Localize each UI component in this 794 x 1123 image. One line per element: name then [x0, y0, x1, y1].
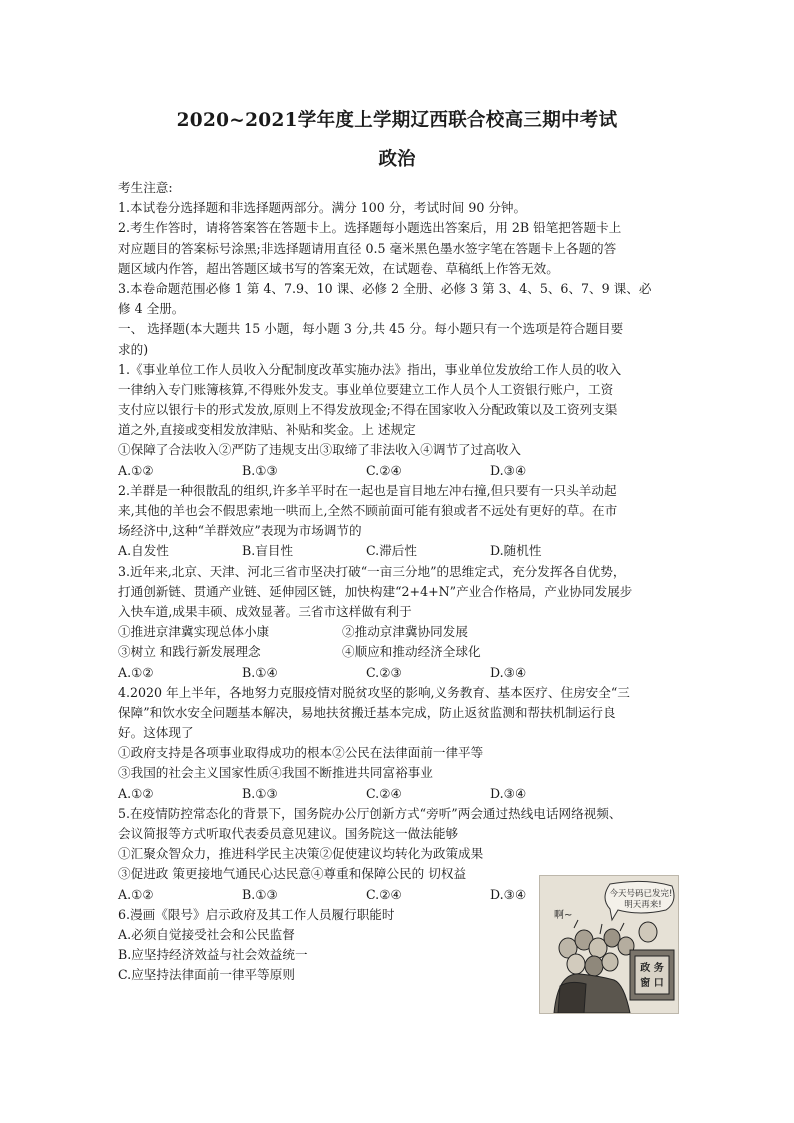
exam-subject: 政治	[378, 149, 416, 170]
cartoon-exclaim: 啊~	[554, 910, 573, 921]
q5-option-b[interactable]: B.①③	[242, 886, 278, 902]
q5-stem: 会议简报等方式听取代表委员意见建议。国务院这一做法能够	[118, 826, 459, 841]
q2-stem: 2.羊群是一种很散乱的组织,许多羊平时在一起也是盲目地左冲右撞,但只要有一只头羊动起	[118, 482, 617, 498]
section-heading: 求的)	[118, 341, 149, 357]
cartoon-drawing	[540, 876, 678, 1013]
q5-statements: ③促进政 策更接地气通民心达民意④尊重和保障公民的 切权益	[118, 866, 467, 882]
q1-statements: ①保障了合法收入②严防了违规支出③取缔了非法收入④调节了过高收入	[118, 442, 521, 458]
q3-statement: ②推动京津冀协同发展	[342, 624, 468, 640]
q1-stem: 支付应以银行卡的形式发放,原则上不得发放现金;不得在国家收入分配政策以及工资列支渠	[118, 402, 618, 418]
notice-line: 2.考生作答时，请将答案答在答题卡上。选择题每小题选出答案后，用 2B 铅笔把答题卡上	[118, 220, 622, 236]
q3-statement: ④顺应和推动经济全球化	[342, 644, 481, 660]
cartoon-speech-2: 明天再来!	[624, 900, 662, 910]
q3-stem: 入快车道,成果丰硕、成效显著。三省市这样做有利于	[118, 603, 412, 619]
q1-option-a[interactable]: A.①②	[118, 462, 154, 478]
q4-stem: 4.2020 年上半年，各地努力克服疫情对脱贫攻坚的影响,义务教育、基本医疗、住房安全“三	[118, 684, 630, 700]
cartoon-window-2: 窗 口	[640, 978, 664, 989]
cartoon-illustration	[539, 875, 679, 1014]
q2-options	[118, 541, 674, 561]
q6-option-c[interactable]: C.应坚持法律面前一律平等原则	[118, 967, 295, 983]
exam-content	[118, 178, 674, 986]
q2-stem: 来,其他的羊也会不假思索地一哄而上,全然不顾前面可能有狼或者不远处有更好的草。在市	[118, 503, 618, 518]
q5-option-c[interactable]: C.②④	[366, 886, 402, 902]
q6-option-a[interactable]: A.必须自觉接受社会和公民监督	[118, 926, 295, 942]
q1-option-d[interactable]: D.③④	[490, 462, 527, 478]
q2-option-a[interactable]: A.自发性	[118, 543, 169, 559]
cartoon-speech-1: 今天号码已发完!	[609, 889, 673, 899]
q6-stem: 6.漫画《限号》启示政府及其工作人员履行职能时	[118, 906, 395, 922]
q3-option-b[interactable]: B.①④	[242, 664, 278, 680]
q5-option-d[interactable]: D.③④	[490, 886, 527, 902]
notice-line: 题区域内作答，超出答题区域书写的答案无效，在试题卷、草稿纸上作答无效。	[118, 260, 559, 276]
notice-line: 对应题目的答案标号涂黑;非选择题请用直径 0.5 毫米黑色墨水签字笔在答题卡上各题的答	[118, 240, 617, 256]
q4-statements: ③我国的社会主义国家性质④我国不断推进共同富裕事业	[118, 765, 433, 781]
q4-stem: 好。这体现了	[118, 725, 194, 741]
q4-options	[118, 784, 674, 804]
q1-option-b[interactable]: B.①③	[242, 462, 278, 478]
q4-option-a[interactable]: A.①②	[118, 785, 154, 801]
q4-stem: 保障”和饮水安全问题基本解决，易地扶贫搬迁基本完成，防止返贫监测和帮扶机制运行良	[118, 704, 616, 720]
exam-title: 2020~2021学年度上学期辽西联合校高三期中考试	[176, 110, 618, 131]
q3-option-d[interactable]: D.③④	[490, 664, 527, 680]
q3-option-a[interactable]: A.①②	[118, 664, 154, 680]
q3-statement: ①推进京津冀实现总体小康	[118, 624, 270, 640]
q3-option-c[interactable]: C.②③	[366, 664, 402, 680]
q2-option-c[interactable]: C.滞后性	[366, 543, 417, 559]
notice-line: 1.本试卷分选择题和非选择题两部分。满分 100 分，考试时间 90 分钟。	[118, 200, 527, 216]
notice-heading: 考生注意:	[118, 180, 173, 195]
q1-option-c[interactable]: C.②④	[366, 462, 402, 478]
q5-option-a[interactable]: A.①②	[118, 886, 154, 902]
q5-statements: ①汇聚众智众力，推进科学民主决策②促使建议均转化为政策成果	[118, 846, 484, 862]
q2-option-b[interactable]: B.盲目性	[242, 543, 294, 559]
q2-option-d[interactable]: D.随机性	[490, 543, 542, 559]
q4-option-d[interactable]: D.③④	[490, 785, 527, 801]
cartoon-window-1: 政 务	[640, 963, 664, 974]
q1-stem: 一律纳入专门账簿核算,不得账外发支。事业单位要建立工作人员个人工资银行账户，工资	[118, 381, 614, 397]
q1-stem: 道之外,直接或变相发放津贴、补贴和奖金。上 述规定	[118, 422, 416, 438]
section-heading: 一、 选择题(本大题共 15 小题，每小题 3 分,共 45 分。每小题只有一个选项是符合题目要	[118, 321, 624, 337]
q5-stem: 5.在疫情防控常态化的背景下，国务院办公厅创新方式“旁听”两会通过热线电话网络视频、	[118, 805, 622, 821]
q3-statements	[118, 642, 674, 662]
q3-statements	[118, 622, 674, 642]
q4-option-b[interactable]: B.①③	[242, 785, 278, 801]
q1-options	[118, 461, 674, 481]
q2-stem: 场经济中,这种“羊群效应”表现为市场调节的	[118, 523, 362, 539]
q3-options	[118, 663, 674, 683]
notice-line: 3.本卷命题范围必修 1 第 4、7.9、10 课、必修 2 全册、必修 3 第 3、4、5、6、7、9 课、必	[118, 280, 652, 296]
notice-line: 修 4 全册。	[118, 301, 185, 317]
q3-stem: 3.近年来,北京、天津、河北三省市坚决打破“一亩三分地”的思维定式，充分发挥各自优势，	[118, 563, 626, 579]
q4-option-c[interactable]: C.②④	[366, 785, 402, 801]
q3-statement: ③树立 和践行新发展理念	[118, 644, 261, 660]
q6-option-b[interactable]: B.应坚持经济效益与社会效益统一	[118, 947, 308, 963]
q4-statements: ①政府支持是各项事业取得成功的根本②公民在法律面前一律平等	[118, 745, 484, 761]
q1-stem: 1.《事业单位工作人员收入分配制度改革实施办法》指出，事业单位发放给工作人员的收入	[118, 361, 622, 377]
q3-stem: 打通创新链、贯通产业链、延伸园区链，加快构建“2+4+N”产业合作格局，产业协同发展步	[118, 583, 633, 599]
